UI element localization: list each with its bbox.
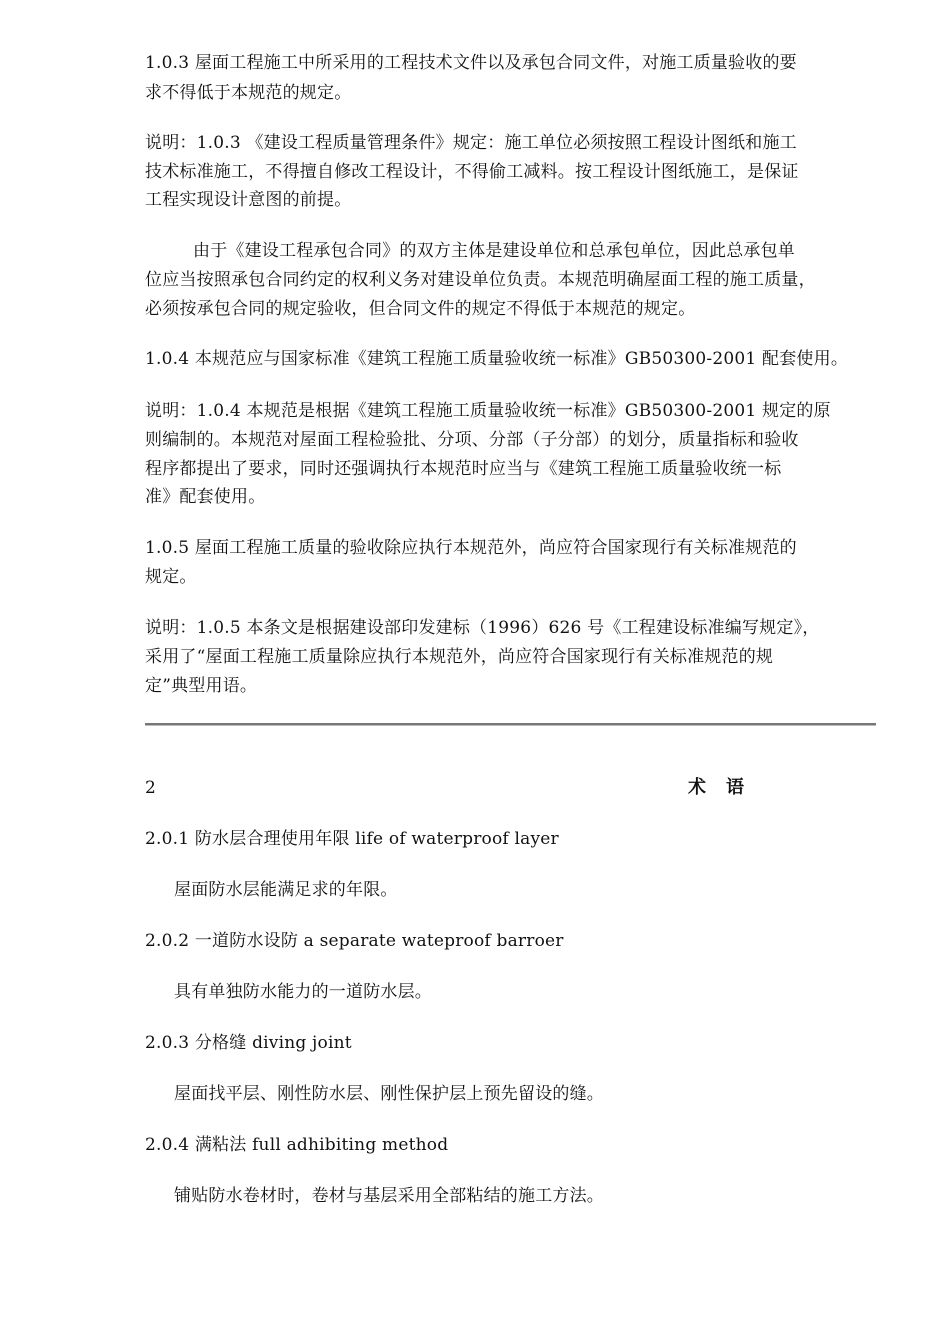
term-definition: 铺贴防水卷材时，卷材与基层采用全部粘结的施工方法。 [174,1186,604,1206]
note-1-0-3-line-1: 说明：1.0.3 《建设工程质量管理条件》规定：施工单位必须按照工程设计图纸和施工 [145,133,797,153]
clause-1-0-5-line-1: 1.0.5 屋面工程施工质量的验收除应执行本规范外，尚应符合国家现行有关标准规范的 [145,538,797,558]
note-1-0-5-line-3: 定”典型用语。 [145,676,258,696]
chapter-title: 术语 [688,777,764,798]
clause-1-0-3-line-1: 1.0.3 屋面工程施工中所采用的工程技术文件以及承包合同文件，对施工质量验收的要 [145,53,797,73]
term-heading: 2.0.4 满粘法 full adhibiting method [145,1135,449,1155]
term-heading: 2.0.3 分格缝 diving joint [145,1033,352,1053]
section-divider [145,723,876,726]
note-1-0-3-line-3: 工程实现设计意图的前提。 [145,190,352,210]
term-definition: 屋面找平层、刚性防水层、刚性保护层上预先留设的缝。 [174,1084,604,1104]
note-1-0-4-line-4: 准》配套使用。 [145,487,266,507]
note-1-0-3-para2-line-2: 位应当按照承包合同约定的权利义务对建设单位负责。本规范明确屋面工程的施工质量， [145,270,816,290]
term-definition: 屋面防水层能满足求的年限。 [174,880,398,900]
term-definition: 具有单独防水能力的一道防水层。 [174,982,432,1002]
note-1-0-4-line-2: 则编制的。本规范对屋面工程检验批、分项、分部（子分部）的划分，质量指标和验收 [145,430,799,450]
clause-1-0-4-line-1: 1.0.4 本规范应与国家标准《建筑工程施工质量验收统一标准》GB50300-2001 配套使用。 [145,349,849,369]
note-1-0-5-line-2: 采用了“屋面工程施工质量除应执行本规范外，尚应符合国家现行有关标准规范的规 [145,647,774,667]
term-heading: 2.0.1 防水层合理使用年限 life of waterproof layer [145,829,559,849]
chapter-number: 2 [145,778,156,798]
clause-1-0-5-line-2: 规定。 [145,567,197,587]
clause-1-0-3-line-2: 求不得低于本规范的规定。 [145,83,352,103]
note-1-0-3-para2-line-1: 由于《建设工程承包合同》的双方主体是建设单位和总承包单位，因此总承包单 [193,241,795,261]
note-1-0-5-line-1: 说明：1.0.5 本条文是根据建设部印发建标（1996）626 号《工程建设标准编写规定》， [145,618,820,638]
term-heading: 2.0.2 一道防水设防 a separate wateproof barroer [145,931,564,951]
note-1-0-4-line-1: 说明：1.0.4 本规范是根据《建筑工程施工质量验收统一标准》GB50300-2001 规定的原 [145,401,831,421]
note-1-0-3-line-2: 技术标准施工，不得擅自修改工程设计，不得偷工减料。按工程设计图纸施工，是保证 [145,162,799,182]
note-1-0-4-line-3: 程序都提出了要求，同时还强调执行本规范时应当与《建筑工程施工质量验收统一标 [145,459,782,479]
note-1-0-3-para2-line-3: 必须按承包合同的规定验收，但合同文件的规定不得低于本规范的规定。 [145,299,696,319]
